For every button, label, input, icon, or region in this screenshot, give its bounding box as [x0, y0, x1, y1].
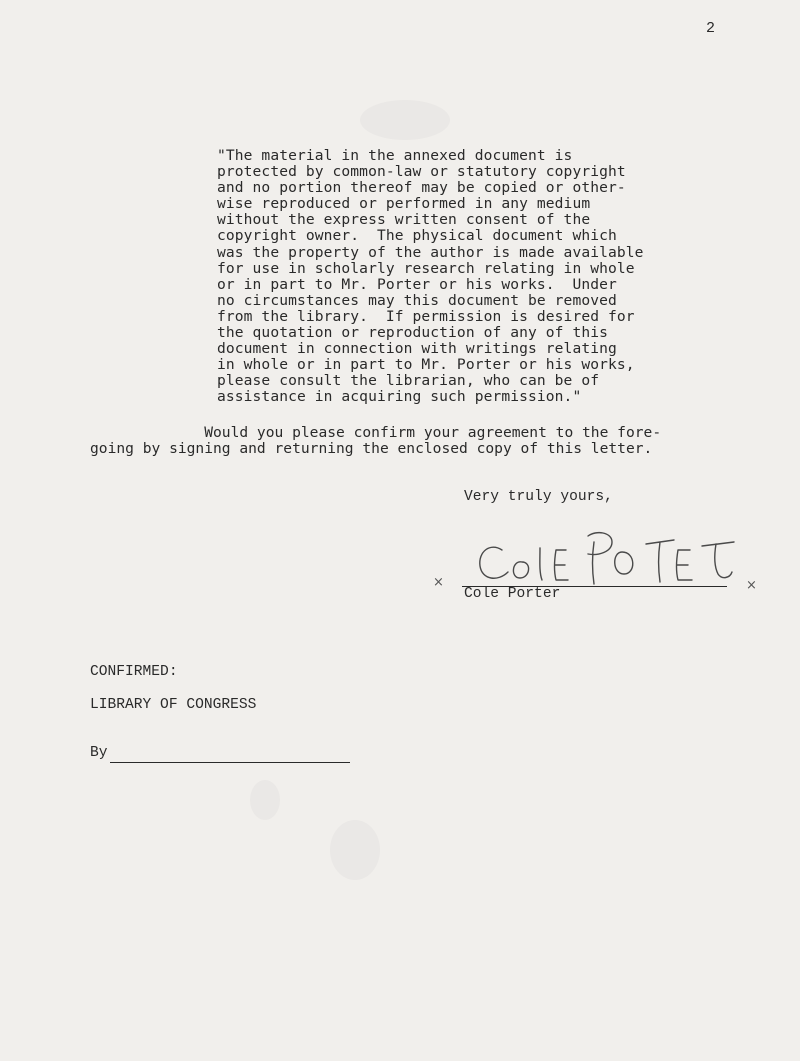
- quote-line: from the library. If permission is desired for: [217, 307, 635, 325]
- quote-line: document in connection with writings relating: [217, 340, 617, 358]
- quote-line: or in part to Mr. Porter or his works. Under: [217, 275, 617, 293]
- signer-name: Cole Porter: [464, 586, 561, 602]
- quote-line: no circumstances may this document be removed: [217, 291, 617, 309]
- paper-smudge: [360, 100, 450, 140]
- by-signature-line: [110, 762, 350, 763]
- quote-line: for use in scholarly research relating in whole: [217, 259, 635, 277]
- quote-line: in whole or in part to Mr. Porter or his works,: [217, 356, 635, 374]
- quote-line: copyright owner. The physical document which: [217, 227, 617, 245]
- confirmed-label: CONFIRMED:: [90, 664, 178, 680]
- signature-mark-left: ×: [433, 575, 444, 590]
- quote-line: assistance in acquiring such permission.": [217, 388, 582, 406]
- confirmation-request: [90, 425, 661, 457]
- quote-line: wise reproduced or performed in any medium: [217, 195, 591, 213]
- quote-line: the quotation or reproduction of any of this: [217, 324, 608, 342]
- request-line: going by signing and returning the enclosed copy of this letter.: [90, 440, 653, 458]
- page-number: 2: [706, 20, 716, 37]
- organization-name: LIBRARY OF CONGRESS: [90, 697, 257, 713]
- paper-smudge: [250, 780, 280, 820]
- quote-line: please consult the librarian, who can be of: [217, 372, 600, 390]
- quote-line: "The material in the annexed document is: [217, 147, 573, 164]
- request-line: Would you please confirm your agreement to the fore-: [90, 424, 662, 441]
- quote-line: without the express written consent of the: [217, 211, 591, 229]
- by-label: By: [90, 745, 108, 761]
- copyright-quote: [217, 148, 644, 406]
- quote-line: protected by common-law or statutory copyright: [217, 163, 626, 181]
- closing-salutation: Very truly yours,: [464, 489, 613, 505]
- quote-line: was the property of the author is made available: [217, 243, 644, 261]
- quote-line: and no portion thereof may be copied or other-: [217, 179, 626, 197]
- handwritten-signature: [470, 528, 740, 590]
- paper-smudge: [330, 820, 380, 880]
- signature-mark-right: ×: [746, 578, 757, 593]
